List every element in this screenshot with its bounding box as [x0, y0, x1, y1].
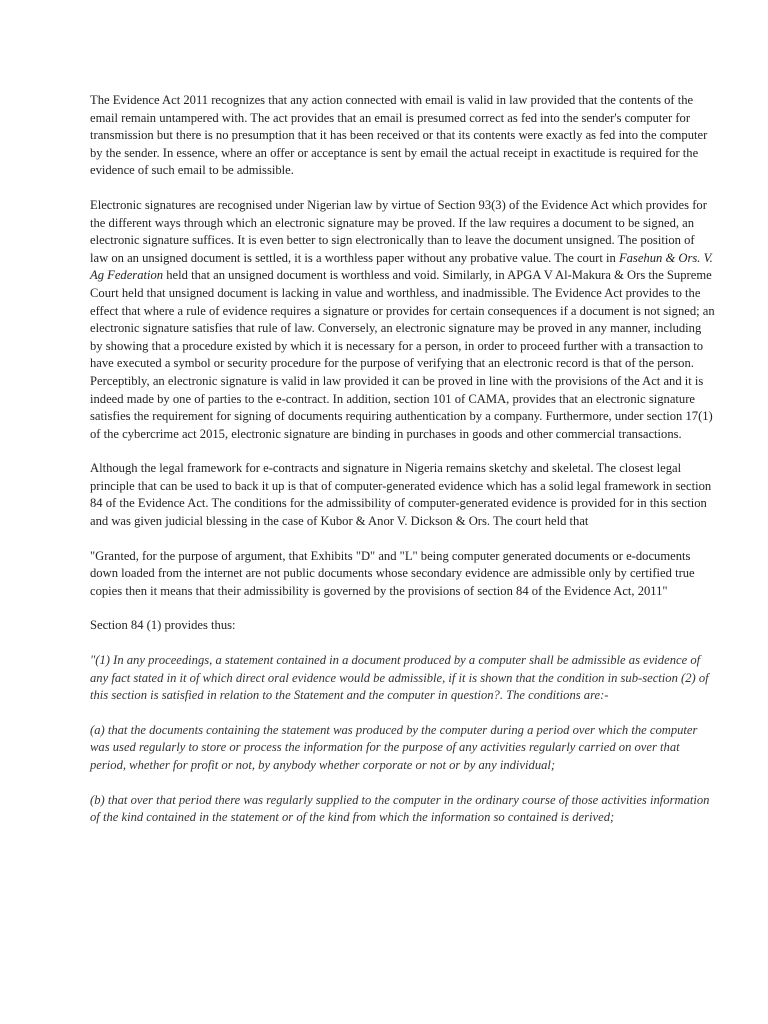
- paragraph-text: Electronic signatures are recognised under Nigerian law by virtue of Section 93(3) of the Evidence Act which provides for the different ways through which an electronic signature may be proved. If the law requires a document to be signed, an electronic signature suffices. It is even better to sign electronically than to leave the document unsigned. The position of law on an unsigned document is settled, it is a worthless paper without any probative value. The court in: [90, 197, 707, 265]
- document-page: [90, 92, 715, 844]
- paragraph-email-evidence: The Evidence Act 2011 recognizes that any action connected with email is valid in law provided that the contents of the email remain untampered with. The act provides that an email is presumed correct as fed into the sender's computer for transmission but there is no presumption that it has been received or that its contents were exactly as fed into the computer by the sender. In essence, where an offer or acceptance is sent by email the actual receipt in exactitude is required for the evidence of such email to be admissible.: [90, 93, 708, 178]
- paragraph-text: held that an unsigned document is worthless and void. Similarly, in APGA V Al-Makura & Ors the Supreme Court held that unsigned document is lacking in value and worthless, and inadmissible. The Evidence Act provides to the effect that where a rule of evidence requires a signature or provides for certain consequences if a document is not signed; an electronic signature satisfies that rule of law. Conversely, an electronic signature may be proved in any manner, including by showing that a procedure existed by which it is necessary for a person, in order to proceed further with a transaction to have executed a symbol or security procedure for the purpose of verifying that an electronic record is that of the person. Perceptibly, an electronic signature is valid in law provided it can be proved in line with the provisions of the Act and it is indeed made by one of parties to the e-contract. In addition, section 101 of CAMA, provides that an electronic signature satisfies the requirement for signing of documents requiring authentication by a company. Furthermore, under section 17(1) of the cybercrime act 2015, electronic signature are binding in purchases in goods and other commercial transactions.: [90, 268, 715, 441]
- paragraph-electronic-signatures: [90, 197, 715, 443]
- paragraph-condition-b: (b) that over that period there was regularly supplied to the computer in the ordinary course of those activities information of the kind contained in the statement or of the kind from which the information so contained is derived;: [90, 792, 710, 825]
- paragraph-condition-a: (a) that the documents containing the statement was produced by the computer during a period over which the computer was used regularly to store or process the information for the purpose of any activities regularly carried on over that period, whether for profit or not, by anybody whether corporate or not or by any individual;: [90, 722, 698, 772]
- paragraph-legal-framework: Although the legal framework for e-contracts and signature in Nigeria remains sketchy and skeletal. The closest legal principle that can be used to back it up is that of computer-generated evidence which has a solid legal framework in section 84 of the Evidence Act. The conditions for the admissibility of computer-generated evidence is provided for in this section and was given judicial blessing in the case of Kubor & Anor V. Dickson & Ors. The court held that: [90, 461, 712, 529]
- paragraph-court-quote: "Granted, for the purpose of argument, that Exhibits "D" and "L" being computer generated documents or e-documents down loaded from the internet are not public documents whose secondary evidence are admissible only by certified true copies then it means that their admissibility is governed by the provisions of section 84 of the Evidence Act, 2011": [90, 548, 695, 598]
- paragraph-section-84-intro: Section 84 (1) provides thus:: [90, 618, 236, 633]
- case-citation: Fasehun & Ors. V. Ag Federation: [90, 250, 713, 283]
- paragraph-section-84-1: "(1) In any proceedings, a statement contained in a document produced by a computer shall be admissible as evidence of any fact stated in it of which direct oral evidence would be admissible, if it is shown that the condition in sub-section (2) of this section is satisfied in relation to the Statement and the computer in question?. The conditions are:-: [90, 653, 709, 703]
